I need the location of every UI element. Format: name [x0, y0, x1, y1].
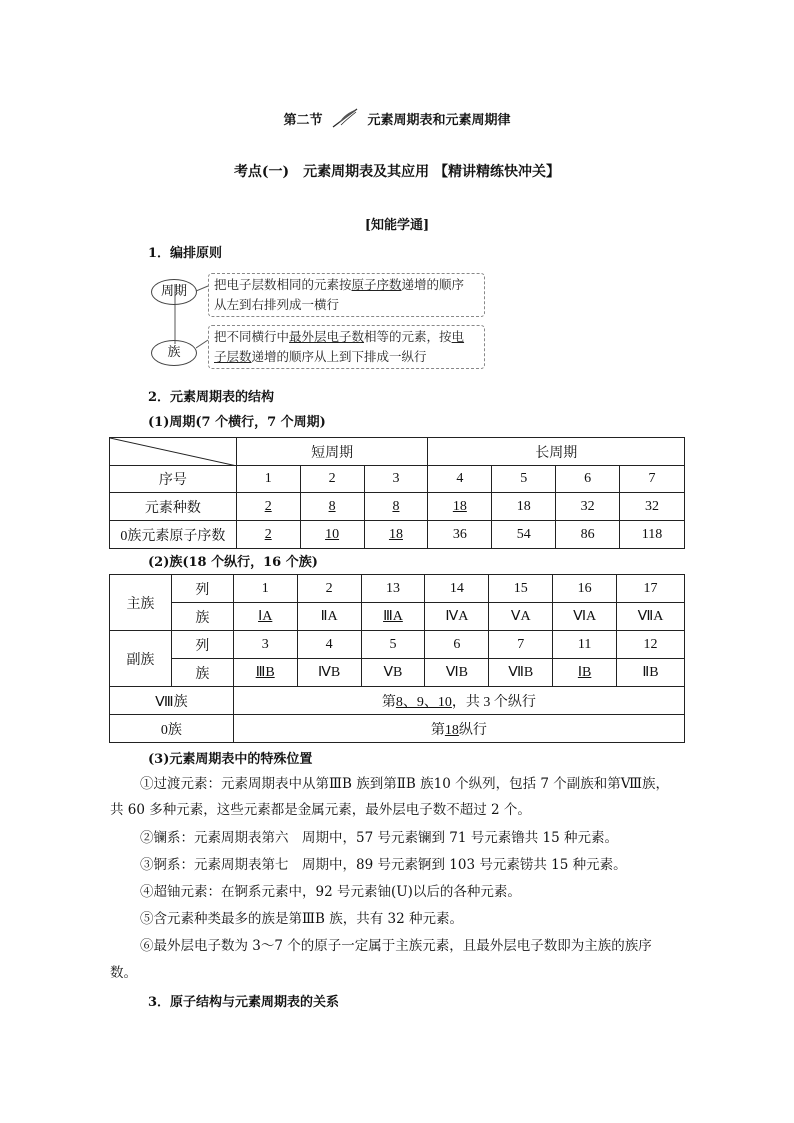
period-rule-box	[208, 273, 485, 317]
table-cell: 8	[328, 498, 336, 514]
page-title	[0, 108, 794, 128]
table-cell: ⅤA	[489, 603, 553, 631]
rule-text: 递增的顺序	[401, 277, 465, 292]
table-cell: 14	[425, 575, 489, 603]
table-cell: ⅢA	[383, 609, 403, 624]
period-table	[109, 437, 685, 549]
rule-blank: 电	[451, 329, 465, 344]
paragraph-lanthanide: ②镧系：元素周期表第六 周期中，57 号元素镧到 71 号元素镥共 15 种元素。	[140, 830, 618, 846]
table-cell: 3	[364, 466, 428, 493]
diagonal-line	[110, 438, 237, 466]
table-cell: 6	[556, 466, 620, 493]
table-cell: 36	[428, 521, 492, 549]
paragraph-transuranic: ④超铀元素：在锕系元素中，92 号元素铀(U)以后的各种元素。	[140, 884, 521, 900]
table-cell: ⅠA	[258, 609, 273, 624]
table-cell: 16	[553, 575, 617, 603]
zero-group-desc	[233, 715, 684, 743]
kaodian-heading: 考点(一) 元素周期表及其应用 【精讲精练快冲关】	[233, 164, 561, 180]
table-cell: 7	[620, 466, 685, 493]
table-cell: 4	[428, 466, 492, 493]
table-cell: 86	[556, 521, 620, 549]
zero-group-label: 0族	[110, 715, 234, 743]
table-cell: 2	[300, 466, 364, 493]
short-period-header: 短周期	[236, 438, 428, 466]
cell-blank: 18	[444, 722, 459, 738]
table-cell: 7	[489, 631, 553, 659]
table-cell: ⅢB	[255, 665, 275, 680]
rule-blank: 最外层电子数	[289, 329, 365, 344]
paragraph-transition-cont: 共 60 多种元素，这些元素都是金属元素，最外层电子数不超过 2 个。	[110, 802, 531, 818]
viii-group-label: Ⅷ族	[110, 687, 234, 715]
group-rule-box	[208, 325, 485, 369]
table-cell: 32	[556, 493, 620, 521]
feather-icon	[331, 108, 359, 128]
long-period-header: 长周期	[428, 438, 685, 466]
paragraph-valence: ⑥最外层电子数为 3～7 个的原子一定属于主族元素，且最外层电子数即为主族的族序	[140, 938, 652, 954]
table-cell: ⅦA	[617, 603, 685, 631]
table-cell: 13	[361, 575, 425, 603]
table-cell: ⅤB	[361, 659, 425, 687]
paragraph-transition: ①过渡元素：元素周期表中从第ⅢB 族到第ⅡB 族10 个纵列，包括 7 个副族和第Ⅷ族，	[140, 776, 670, 792]
main-group-label: 主族	[110, 575, 172, 631]
heading-1: 1．编排原则	[148, 246, 223, 261]
table-cell: 12	[617, 631, 685, 659]
table-cell: ⅥB	[425, 659, 489, 687]
table-cell: 17	[617, 575, 685, 603]
table-cell: 10	[325, 526, 340, 542]
node-group: 族	[151, 340, 197, 366]
rule-text: 从左到右排列成一横行	[214, 297, 340, 312]
table-cell: 11	[553, 631, 617, 659]
table-cell: 32	[620, 493, 685, 521]
table-cell: ⅦB	[489, 659, 553, 687]
sub-group-label: 副族	[110, 631, 172, 687]
table-cell: 1	[233, 575, 297, 603]
table-cell: 18	[492, 493, 556, 521]
viii-group-desc	[233, 687, 684, 715]
table-cell: 54	[492, 521, 556, 549]
diagonal-header-cell	[110, 438, 237, 466]
paragraph-largest-group: ⑤含元素种类最多的族是第ⅢB 族，共有 32 种元素。	[140, 911, 463, 927]
paragraph-actinide: ③锕系：元素周期表第七 周期中，89 号元素锕到 103 号元素铹共 15 种元素。	[140, 857, 627, 873]
table-cell: 15	[489, 575, 553, 603]
table-cell: ⅥA	[553, 603, 617, 631]
rule-text: 把电子层数相同的元素按	[214, 277, 352, 292]
cell-text: 纵行	[458, 722, 487, 738]
table-cell: 1	[236, 466, 300, 493]
group-label: 族	[171, 603, 233, 631]
cell-text: 第	[381, 694, 396, 710]
table-cell: ⅠB	[577, 665, 592, 680]
table-cell: 6	[425, 631, 489, 659]
title-text: 元素周期表和元素周期律	[367, 113, 511, 128]
table-cell: 118	[620, 521, 685, 549]
heading-3: 3．原子结构与元素周期表的关系	[148, 995, 340, 1010]
table-cell: 18	[388, 526, 403, 542]
table-cell: ⅣA	[425, 603, 489, 631]
rule-blank: 原子序数	[351, 277, 402, 292]
row-label: 序号	[110, 466, 237, 493]
title-section: 第二节	[283, 113, 323, 128]
table-cell: 5	[492, 466, 556, 493]
group-table	[109, 574, 685, 743]
table-cell: 2	[297, 575, 361, 603]
table-cell: ⅡB	[617, 659, 685, 687]
heading-2-2: (2)族(18 个纵行，16 个族)	[148, 555, 318, 570]
cell-text: 第	[430, 722, 445, 738]
heading-2-1: (1)周期(7 个横行，7 个周期)	[148, 415, 326, 430]
rule-text: 递增的顺序从上到下排成一纵行	[251, 349, 427, 364]
table-cell: ⅡA	[297, 603, 361, 631]
rule-text: 相等的元素，按	[364, 329, 452, 344]
table-cell: 8	[392, 498, 400, 514]
col-label: 列	[171, 631, 233, 659]
heading-2: 2．元素周期表的结构	[148, 390, 275, 405]
table-cell: 3	[233, 631, 297, 659]
table-cell: 5	[361, 631, 425, 659]
table-cell: 18	[452, 498, 467, 514]
rule-blank: 子层数	[214, 349, 252, 364]
row-label: 元素种数	[110, 493, 237, 521]
cell-text: ，共 3 个纵行	[451, 694, 536, 710]
col-label: 列	[171, 575, 233, 603]
table-cell: ⅣB	[297, 659, 361, 687]
group-label: 族	[171, 659, 233, 687]
heading-2-3: (3)元素周期表中的特殊位置	[148, 752, 313, 767]
row-label: 0族元素原子序数	[110, 521, 237, 549]
cell-blank: 8、9、10	[395, 694, 452, 710]
table-cell: 4	[297, 631, 361, 659]
table-cell: 2	[264, 498, 272, 514]
section-tag: [知能学通]	[364, 218, 430, 233]
table-cell: 2	[264, 526, 272, 542]
paragraph-valence-cont: 数。	[110, 965, 137, 981]
node-period: 周期	[151, 279, 197, 305]
rule-text: 把不同横行中	[214, 329, 290, 344]
